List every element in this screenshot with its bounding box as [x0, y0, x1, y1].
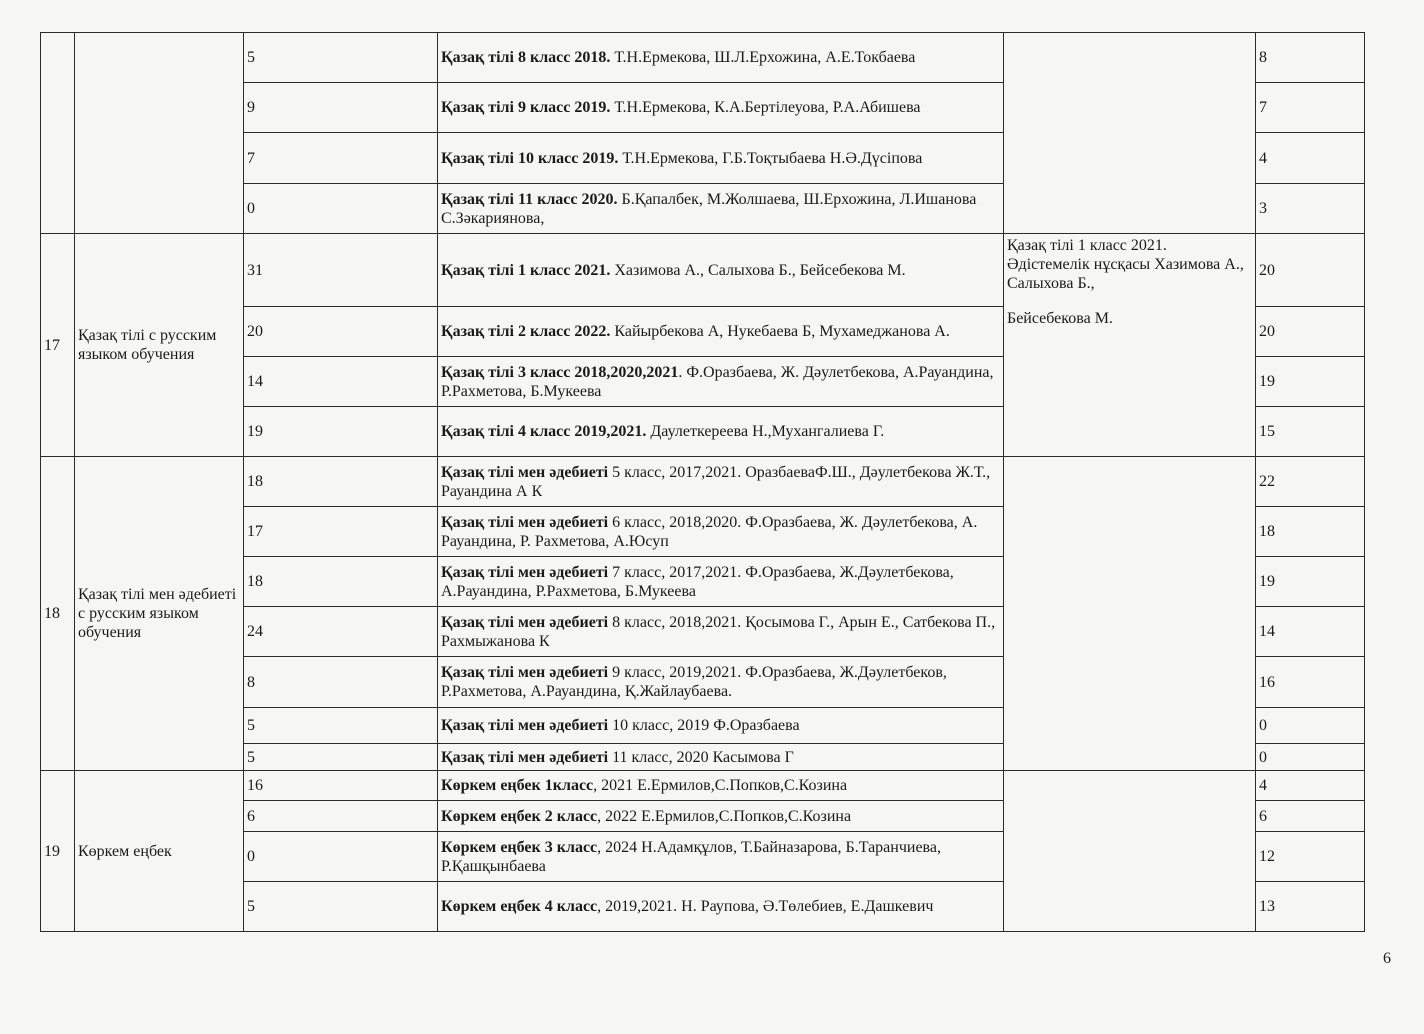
count-cell: 5	[244, 708, 438, 744]
book-authors: , 2019,2021. Н. Раупова, Ә.Төлебиев, Е.Дашкевич	[597, 898, 934, 915]
count-cell: 5	[244, 882, 438, 932]
book-cell	[438, 83, 1004, 133]
count-cell: 7	[244, 133, 438, 184]
subject-cell	[75, 33, 244, 234]
book-cell	[438, 882, 1004, 932]
count-cell: 16	[244, 771, 438, 801]
method-cell: Қазақ тілі 1 класс 2021. Әдістемелік нұсқасы Хазимова А., Салыхова Б.,	[1004, 234, 1256, 307]
book-authors: 10 класс, 2019 Ф.Оразбаева	[608, 717, 800, 734]
book-cell	[438, 557, 1004, 607]
book-title: Қазақ тілі 1 класс 2021.	[441, 261, 611, 279]
book-authors: 11 класс, 2020 Касымова Г	[608, 748, 794, 766]
total-cell: 4	[1256, 771, 1365, 801]
total-cell: 20	[1256, 307, 1365, 357]
method-cell	[1004, 457, 1256, 771]
book-authors: 5 класс, 2017,2021. ОразбаеваФ.Ш., Дәулетбекова Ж.Т., Рауандина А К	[441, 463, 991, 500]
count-cell: 18	[244, 457, 438, 507]
group-number-cell	[41, 33, 75, 234]
book-cell	[438, 801, 1004, 832]
total-cell: 4	[1256, 133, 1365, 184]
total-cell: 0	[1256, 708, 1365, 744]
book-title: Көркем еңбек 3 класс	[441, 838, 598, 856]
book-cell	[438, 771, 1004, 801]
book-cell	[438, 657, 1004, 708]
book-title: Көркем еңбек 4 класс	[441, 898, 598, 915]
book-authors: , 2021 Е.Ермилов,С.Попков,С.Козина	[593, 777, 848, 794]
textbook-table	[40, 32, 1365, 932]
book-cell	[438, 457, 1004, 507]
group-number-cell: 18	[41, 457, 75, 771]
method-cell	[1004, 771, 1256, 932]
book-title: Көркем еңбек 2 класс	[441, 807, 598, 825]
total-cell: 14	[1256, 607, 1365, 657]
total-cell: 7	[1256, 83, 1365, 133]
book-authors: Даулеткереева Н.,Мухангалиева Г.	[646, 423, 885, 440]
count-cell: 14	[244, 357, 438, 407]
count-cell: 0	[244, 832, 438, 882]
table-row	[41, 771, 1365, 801]
book-cell	[438, 832, 1004, 882]
count-cell: 31	[244, 234, 438, 307]
total-cell: 12	[1256, 832, 1365, 882]
book-title: Қазақ тілі 11 класс 2020.	[441, 190, 618, 208]
count-cell: 9	[244, 83, 438, 133]
count-cell: 5	[244, 33, 438, 83]
total-cell: 18	[1256, 507, 1365, 557]
total-cell: 22	[1256, 457, 1365, 507]
count-cell: 0	[244, 184, 438, 234]
book-authors: . Ф.Оразбаева, Ж. Дәулетбекова, А.Рауандина, Р.Рахметова, Б.Мукеева	[441, 363, 994, 400]
book-cell	[438, 33, 1004, 83]
book-authors: Б.Қапалбек, М.Жолшаева, Ш.Ерхожина, Л.Ишанова С.Зәкариянова,	[441, 190, 977, 227]
total-cell: 8	[1256, 33, 1365, 83]
count-cell: 19	[244, 407, 438, 457]
book-title: Қазақ тілі мен әдебиеті	[441, 717, 609, 734]
book-authors: Кайырбекова А, Нукебаева Б, Мухамеджанова А.	[610, 323, 950, 340]
count-cell: 6	[244, 801, 438, 832]
count-cell: 8	[244, 657, 438, 708]
count-cell: 17	[244, 507, 438, 557]
count-cell: 20	[244, 307, 438, 357]
book-title: Қазақ тілі мен әдебиеті	[441, 563, 609, 581]
book-authors: 8 класс, 2018,2021. Қосымова Г., Арын Е., Сатбекова П., Рахмыжанова К	[441, 613, 996, 650]
book-cell	[438, 184, 1004, 234]
book-authors: Т.Н.Ермекова, Ш.Л.Ерхожина, А.Е.Токбаева	[610, 49, 916, 66]
total-cell: 6	[1256, 801, 1365, 832]
total-cell: 19	[1256, 557, 1365, 607]
group-number-cell: 19	[41, 771, 75, 932]
table-row	[41, 234, 1365, 307]
book-authors: 6 класс, 2018,2020. Ф.Оразбаева, Ж. Дәулетбекова, А. Рауандина, Р. Рахметова, А.Юсуп	[441, 513, 978, 550]
subject-cell: Қазақ тілі мен әдебиеті с русским языком обучения	[75, 457, 244, 771]
book-cell	[438, 407, 1004, 457]
book-title: Қазақ тілі 9 класс 2019.	[441, 99, 611, 116]
table-row	[41, 33, 1365, 83]
book-cell	[438, 234, 1004, 307]
book-cell	[438, 507, 1004, 557]
total-cell: 19	[1256, 357, 1365, 407]
book-authors: Хазимова А., Салыхова Б., Бейсебекова М.	[610, 261, 906, 279]
book-cell	[438, 307, 1004, 357]
book-title: Қазақ тілі 2 класс 2022.	[441, 323, 611, 340]
total-cell: 20	[1256, 234, 1365, 307]
count-cell: 5	[244, 744, 438, 771]
count-cell: 24	[244, 607, 438, 657]
book-authors: , 2022 Е.Ермилов,С.Попков,С.Козина	[597, 807, 852, 825]
subject-cell: Қазақ тілі с русским языком обучения	[75, 234, 244, 457]
page-number: 6	[1383, 950, 1391, 967]
book-title: Қазақ тілі мен әдебиеті	[441, 513, 609, 531]
count-cell: 18	[244, 557, 438, 607]
book-cell	[438, 708, 1004, 744]
method-cell	[1004, 33, 1256, 234]
total-cell: 13	[1256, 882, 1365, 932]
book-cell	[438, 744, 1004, 771]
book-authors: 7 класс, 2017,2021. Ф.Оразбаева, Ж.Дәулетбекова, А.Рауандина, Р.Рахметова, Б.Мукеева	[441, 563, 954, 600]
book-authors: Т.Н.Ермекова, Г.Б.Тоқтыбаева Н.Ә.Дүсіпова	[618, 149, 923, 167]
total-cell: 16	[1256, 657, 1365, 708]
book-title: Қазақ тілі мен әдебиеті	[441, 463, 609, 481]
total-cell: 0	[1256, 744, 1365, 771]
subject-cell: Көркем еңбек	[75, 771, 244, 932]
book-title: Қазақ тілі мен әдебиеті	[441, 664, 609, 681]
book-authors: Т.Н.Ермекова, К.А.Бертілеуова, Р.А.Абишева	[610, 99, 921, 116]
book-title: Қазақ тілі 10 класс 2019.	[441, 149, 619, 167]
group-number-cell: 17	[41, 234, 75, 457]
book-title: Қазақ тілі 4 класс 2019,2021.	[441, 423, 647, 440]
book-title: Қазақ тілі 8 класс 2018.	[441, 49, 611, 66]
table-row	[41, 457, 1365, 507]
book-cell	[438, 133, 1004, 184]
book-authors: 9 класс, 2019,2021. Ф.Оразбаева, Ж.Дәулетбеков, Р.Рахметова, А.Рауандина, Қ.Жайлаубаева.	[441, 664, 947, 700]
book-cell	[438, 357, 1004, 407]
book-cell	[438, 607, 1004, 657]
book-title: Қазақ тілі мен әдебиеті	[441, 613, 609, 631]
book-title: Қазақ тілі мен әдебиеті	[441, 748, 609, 766]
total-cell: 15	[1256, 407, 1365, 457]
book-authors: , 2024 Н.Адамқұлов, Т.Байназарова, Б.Таранчиева, Р.Қашқынбаева	[441, 838, 941, 875]
book-title: Қазақ тілі 3 класс 2018,2020,2021	[441, 363, 679, 381]
total-cell: 3	[1256, 184, 1365, 234]
method-cell: Бейсебекова М.	[1004, 307, 1256, 457]
book-title: Көркем еңбек 1класс	[441, 777, 594, 794]
